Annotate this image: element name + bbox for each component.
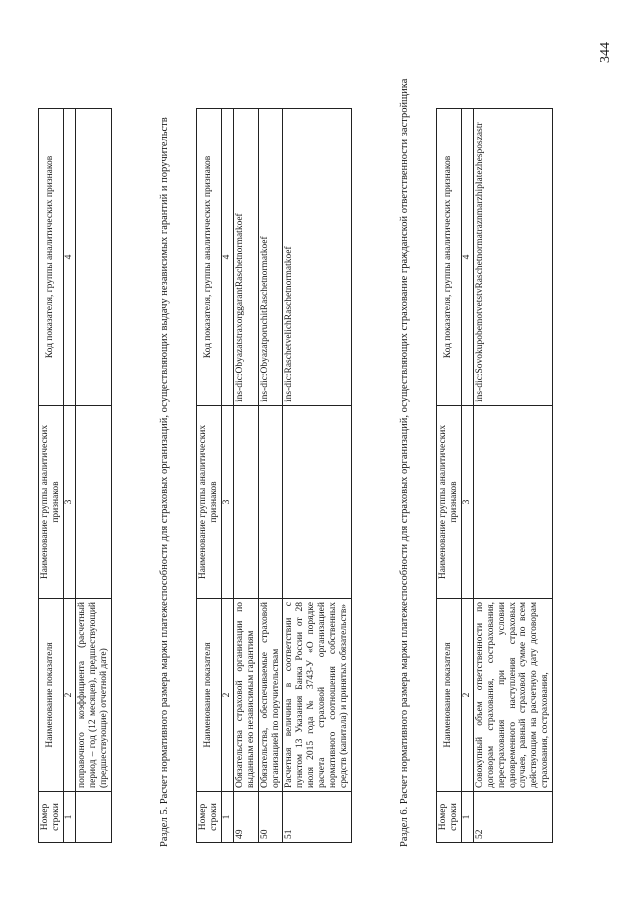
header-group-name: Наименование группы аналитических признаков: [437, 406, 462, 599]
row-code: ins-dic:RaschetvelichRaschetnormatkoef: [283, 109, 352, 406]
row-indicator-name: поправочного коэффициента (расчетный период – год (12 месяцев), предшествующий (предшествующие) отчетной дате): [75, 599, 111, 792]
row-indicator-name: Обязательства страховой организации по выданным ею независимым гарантиям: [233, 599, 258, 792]
table-header-row: [39, 109, 64, 843]
header-group-name: Наименование группы аналитических признаков: [197, 406, 222, 599]
row-number: 51: [283, 792, 352, 843]
row-number: 49: [233, 792, 258, 843]
row-code: ins-dic:ObyazatstraxorggarantRaschetnormatkoef: [233, 109, 258, 406]
header-row-number: Номер строки: [437, 792, 462, 843]
header-code: Код показателя, группы аналитических признаков: [197, 109, 222, 406]
col-num-1: 1: [461, 792, 473, 843]
table-continuation: [38, 108, 112, 843]
col-num-1: 1: [221, 792, 233, 843]
table-row: [75, 109, 111, 843]
header-indicator-name: Наименование показателя: [39, 599, 64, 792]
row-group-name: [283, 406, 352, 599]
row-group-name: [473, 406, 552, 599]
col-num-4: 4: [461, 109, 473, 406]
row-number: 50: [258, 792, 283, 843]
row-indicator-name: Совокупный объем ответственности по договорам страхования, сострахования, перестрахования при условии одновременного наступления страховых случаев, равный страховой сумме по всем действующим на расчетную дату договорам страхования, сострахования,: [473, 599, 552, 792]
row-group-name: [233, 406, 258, 599]
col-num-1: 1: [63, 792, 75, 843]
col-num-2: 2: [461, 599, 473, 792]
col-num-2: 2: [221, 599, 233, 792]
table-row: [258, 109, 283, 843]
section-6-title: Раздел 6. Расчет нормативного размера маржи платежеспособности для страховых организаций, осуществляющих страхование гражданской ответственности застройщика: [399, 78, 410, 847]
header-indicator-name: Наименование показателя: [437, 599, 462, 792]
table-row: [283, 109, 352, 843]
row-indicator-name: Обязательства, обеспечиваемые страховой организацией по поручительствам: [258, 599, 283, 792]
col-num-3: 3: [63, 406, 75, 599]
row-indicator-name: Расчетная величина в соответствии с пунктом 13 Указания Банка России от 28 июля 2015 года № 3743-У «О порядке расчета страховой организацией нормативного соотношения собственных средств (капитала) и принятых обязательств»: [283, 599, 352, 792]
row-number: [75, 792, 111, 843]
header-row-number: Номер строки: [39, 792, 64, 843]
header-indicator-name: Наименование показателя: [197, 599, 222, 792]
row-code: ins-dic:SovokupobemotvetstvRaschetnormatraznmarzhiplatezhesposzastr: [473, 109, 552, 406]
column-number-row: [461, 109, 473, 843]
col-num-4: 4: [63, 109, 75, 406]
column-number-row: [63, 109, 75, 843]
table-row: [473, 109, 552, 843]
row-group-name: [75, 406, 111, 599]
section-5-table: [196, 108, 352, 843]
row-code: [75, 109, 111, 406]
column-number-row: [221, 109, 233, 843]
col-num-4: 4: [221, 109, 233, 406]
header-row-number: Номер строки: [197, 792, 222, 843]
section-6-table: [436, 108, 553, 843]
header-code: Код показателя, группы аналитических признаков: [437, 109, 462, 406]
col-num-2: 2: [63, 599, 75, 792]
header-code: Код показателя, группы аналитических признаков: [39, 109, 64, 406]
row-group-name: [258, 406, 283, 599]
table-row: [233, 109, 258, 843]
header-group-name: Наименование группы аналитических признаков: [39, 406, 64, 599]
row-number: 52: [473, 792, 552, 843]
page-number: 344: [598, 42, 613, 63]
row-code: ins-dic:ObyazatporuchitRaschetnormatkoef: [258, 109, 283, 406]
section-5-title: Раздел 5. Расчет нормативного размера маржи платежеспособности для страховых организаций, осуществляющих выдачу независимых гарантий и поручительств: [159, 117, 170, 847]
table-header-row: [197, 109, 222, 843]
col-num-3: 3: [461, 406, 473, 599]
table-header-row: [437, 109, 462, 843]
col-num-3: 3: [221, 406, 233, 599]
